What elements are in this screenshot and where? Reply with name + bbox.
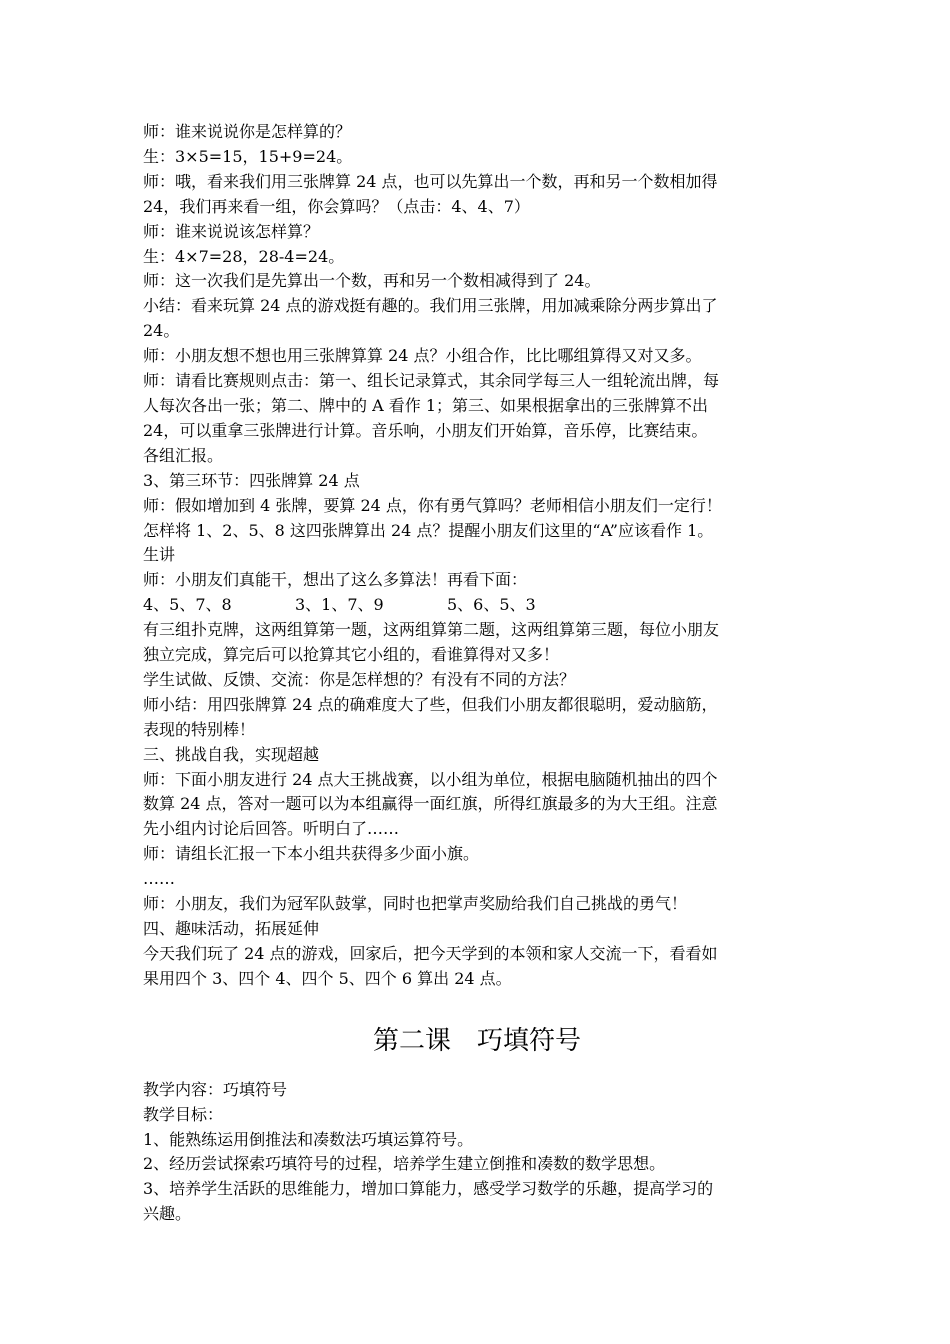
paragraph-line: 四、趣味活动，拓展延伸: [143, 919, 320, 938]
paragraph-line: 师：请组长汇报一下本小组共获得多少面小旗。: [143, 844, 480, 864]
paragraph-line: 师：下面小朋友进行 24 点大王挑战赛，以小组为单位，根据电脑随机抽出的四个: [143, 769, 718, 789]
paragraph-line: 师：谁来说说你是怎样算的？: [143, 122, 352, 141]
card-group-3: 5、6、5、3: [447, 595, 536, 615]
paragraph-line: 24，可以重拿三张牌进行计算。音乐响，小朋友们开始算，音乐停，比赛结束。: [143, 420, 708, 440]
paragraph-line: 三、挑战自我，实现超越: [143, 744, 320, 764]
paragraph-line: 人每次各出一张；第二、牌中的 A 看作 1；第三、如果根据拿出的三张牌算不出: [143, 395, 708, 415]
paragraph-line: 独立完成，算完后可以抢算其它小组的，看谁算得对又多！: [143, 645, 560, 665]
paragraph-line: 教学目标：: [143, 1104, 224, 1124]
paragraph-line: 3、培养学生活跃的思维能力，增加口算能力，感受学习数学的乐趣，提高学习的: [143, 1179, 714, 1199]
paragraph-line: 各组汇报。: [143, 445, 224, 465]
paragraph-line: 24，我们再来看一组，你会算吗？（点击：4、4、7）: [143, 196, 530, 216]
paragraph-line: 教学内容：巧填符号: [143, 1079, 288, 1099]
card-groups-row: [143, 593, 811, 618]
paragraph-line: 生：4×7=28，28-4=24。: [143, 246, 345, 266]
card-group-1: 4、5、7、8: [143, 595, 232, 615]
paragraph-line: 师：哦，看来我们用三张牌算 24 点，也可以先算出一个数，再和另一个数相加得: [143, 171, 718, 191]
paragraph-line: 小结：看来玩算 24 点的游戏挺有趣的。我们用三张牌，用加减乘除分两步算出了: [143, 296, 718, 316]
section-24-points-three-cards: [143, 120, 811, 593]
document-page: [143, 120, 811, 1227]
paragraph-line: 师：小朋友们真能干，想出了这么多算法！再看下面：: [143, 570, 528, 590]
paragraph-line: 师：小朋友，我们为冠军队鼓掌，同时也把掌声奖励给我们自己挑战的勇气！: [143, 894, 688, 914]
paragraph-line: 兴趣。: [143, 1204, 192, 1224]
lesson-title: 第二课 巧填符号: [372, 1025, 581, 1056]
paragraph-line: 有三组扑克牌，这两组算第一题，这两组算第二题，这两组算第三题，每位小朋友: [143, 620, 720, 640]
paragraph-line: 师：谁来说说该怎样算？: [143, 221, 320, 241]
paragraph-line: 师：请看比赛规则点击：第一、组长记录算式，其余同学每三人一组轮流出牌，每: [143, 371, 720, 391]
card-group-2: 3、1、7、9: [295, 595, 384, 615]
section-challenge: [143, 618, 811, 992]
paragraph-line: 表现的特别棒！: [143, 719, 256, 739]
section-lesson-goals: [143, 1078, 811, 1227]
paragraph-line: 生讲: [143, 545, 176, 565]
paragraph-line: 生：3×5=15，15+9=24。: [143, 146, 353, 166]
paragraph-line: 师：这一次我们是先算出一个数，再和另一个数相减得到了 24。: [143, 271, 601, 291]
paragraph-line: ……: [143, 869, 175, 889]
paragraph-line: 学生试做、反馈、交流：你是怎样想的？有没有不同的方法？: [143, 669, 576, 689]
paragraph-line: 2、经历尝试探索巧填符号的过程，培养学生建立倒推和凑数的数学思想。: [143, 1154, 666, 1174]
paragraph-line: 师：小朋友想不想也用三张牌算算 24 点？小组合作，比比哪组算得又对又多。: [143, 346, 702, 366]
paragraph-line: 师小结：用四张牌算 24 点的确难度大了些，但我们小朋友都很聪明，爱动脑筋，: [143, 694, 718, 714]
paragraph-line: 24。: [143, 321, 180, 341]
paragraph-line: 1、能熟练运用倒推法和凑数法巧填运算符号。: [143, 1129, 474, 1149]
paragraph-line: 3、第三环节：四张牌算 24 点: [143, 470, 360, 490]
paragraph-line: 今天我们玩了 24 点的游戏，回家后，把今天学到的本领和家人交流一下，看看如: [143, 943, 718, 963]
paragraph-line: 怎样将 1、2、5、8 这四张牌算出 24 点？提醒小朋友们这里的“A”应该看作 1。: [143, 520, 714, 540]
paragraph-line: 果用四个 3、四个 4、四个 5、四个 6 算出 24 点。: [143, 968, 512, 988]
paragraph-line: 数算 24 点，答对一题可以为本组赢得一面红旗，所得红旗最多的为大王组。注意: [143, 794, 718, 814]
paragraph-line: 先小组内讨论后回答。听明白了……: [143, 819, 400, 839]
paragraph-line: 师：假如增加到 4 张牌，要算 24 点，你有勇气算吗？老师相信小朋友们一定行！: [143, 495, 722, 515]
